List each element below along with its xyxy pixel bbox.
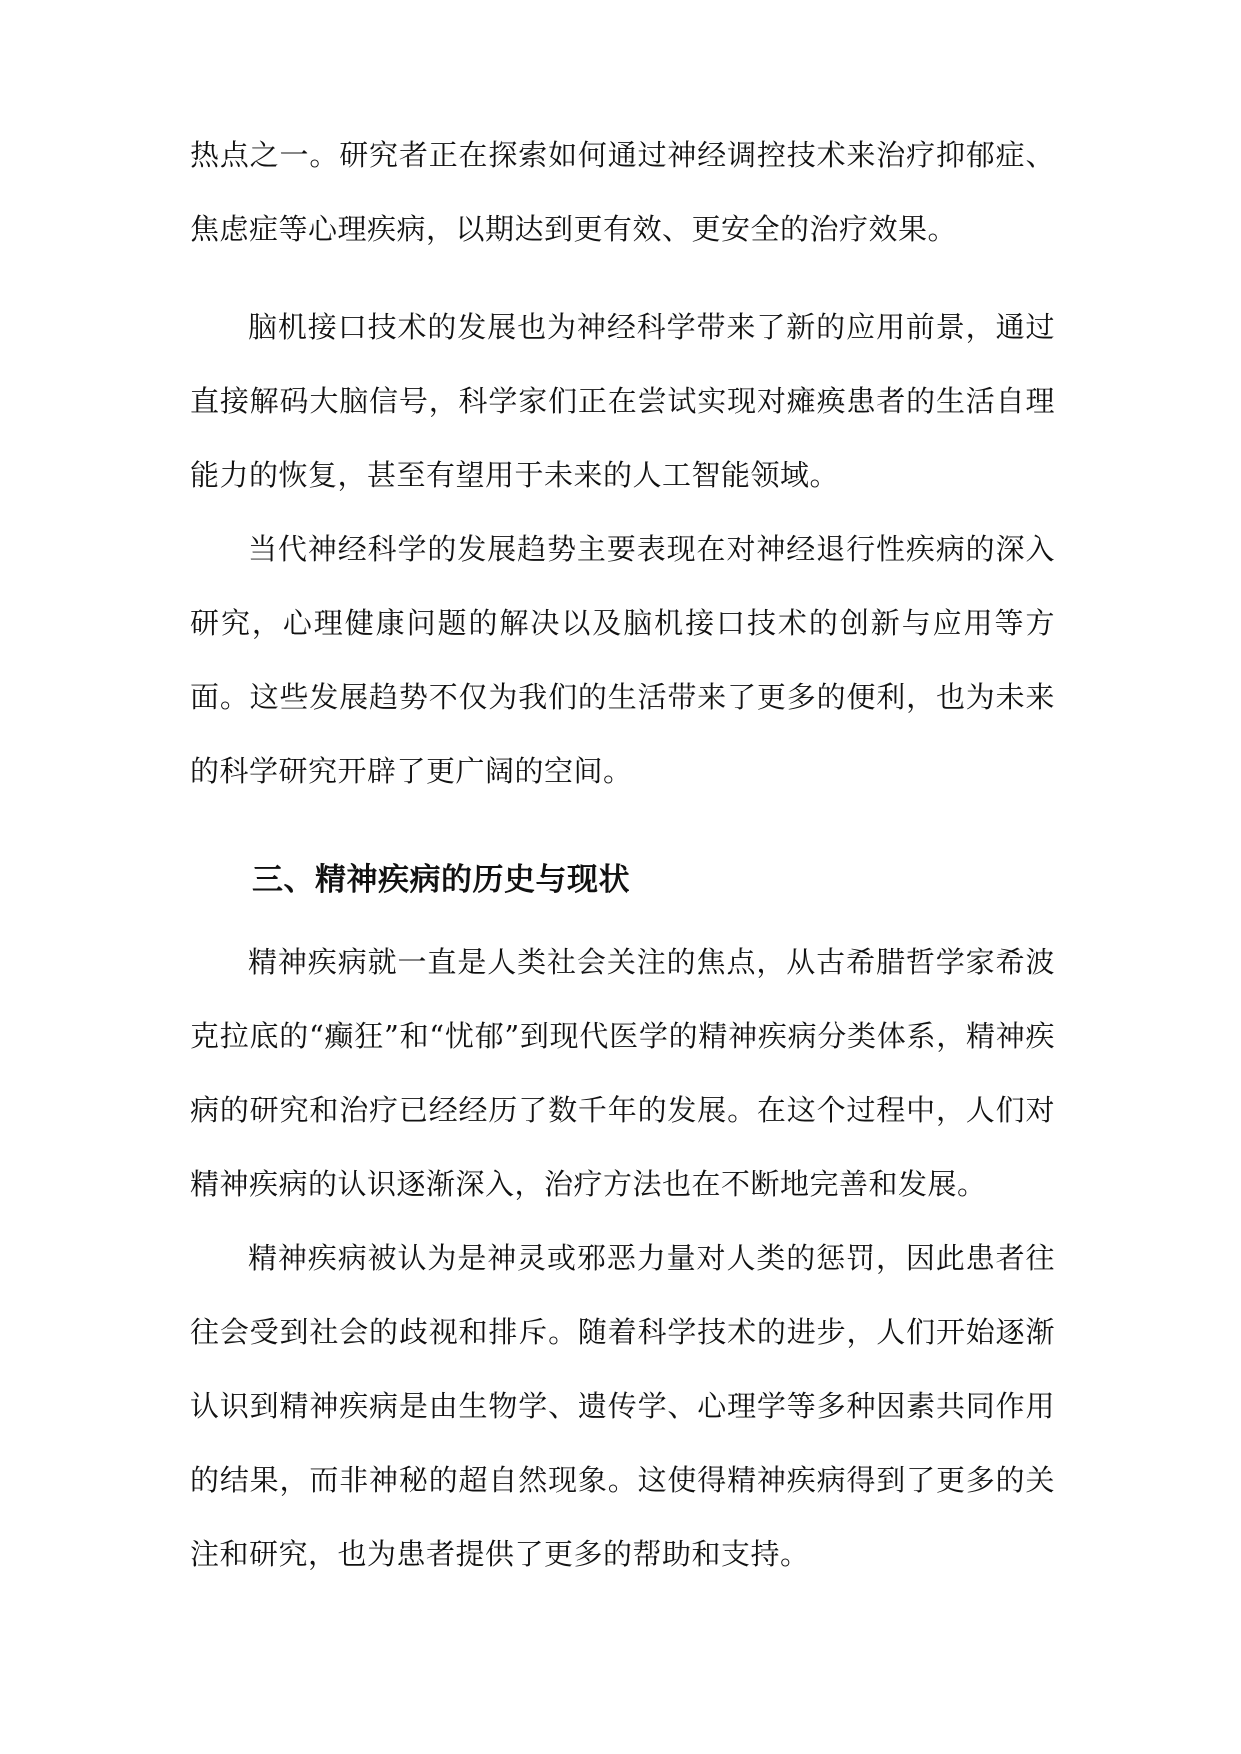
paragraph-2: 脑机接口技术的发展也为神经科学带来了新的应用前景，通过直接解码大脑信号，科学家们正在尝试实现对瘫痪患者的生活自理能力的恢复，甚至有望用于未来的人工智能领域。 bbox=[190, 310, 1055, 492]
paragraph-5: 精神疾病被认为是神灵或邪恶力量对人类的惩罚，因此患者往往会受到社会的歧视和排斥。随着科学技术的进步，人们开始逐渐认识到精神疾病是由生物学、遗传学、心理学等多种因素共同作用的结果，而非神秘的超自然现象。这使得精神疾病得到了更多的关注和研究，也为患者提供了更多的帮助和支持。 bbox=[190, 1241, 1055, 1571]
paragraph-1: 热点之一。研究者正在探索如何通过神经调控技术来治疗抑郁症、焦虑症等心理疾病，以期达到更有效、更安全的治疗效果。 bbox=[190, 138, 1055, 246]
paragraph-3: 当代神经科学的发展趋势主要表现在对神经退行性疾病的深入研究，心理健康问题的解决以及脑机接口技术的创新与应用等方面。这些发展趋势不仅为我们的生活带来了更多的便利，也为未来的科学研究开辟了更广阔的空间。 bbox=[190, 532, 1055, 788]
section-heading: 三、精神疾病的历史与现状 bbox=[252, 862, 630, 898]
paragraph-4: 精神疾病就一直是人类社会关注的焦点，从古希腊哲学家希波克拉底的“癫狂”和“忧郁”到现代医学的精神疾病分类体系，精神疾病的研究和治疗已经经历了数千年的发展。在这个过程中，人们对精神疾病的认识逐渐深入，治疗方法也在不断地完善和发展。 bbox=[190, 945, 1055, 1201]
